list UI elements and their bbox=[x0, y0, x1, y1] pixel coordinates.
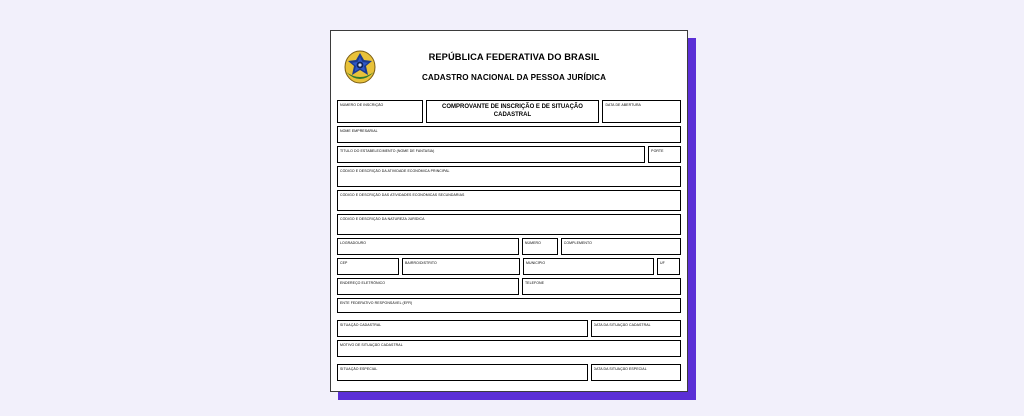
field-situacao-cadastral[interactable] bbox=[337, 320, 588, 337]
field-data-de-abertura[interactable] bbox=[602, 100, 681, 123]
label-situacao-cadastral: SITUAÇÃO CADASTRAL bbox=[340, 322, 382, 327]
field-data-situacao-cadastral[interactable] bbox=[591, 320, 681, 337]
field-porte[interactable] bbox=[648, 146, 681, 163]
cnpj-certificate-document bbox=[330, 30, 688, 392]
row-endereco-1 bbox=[337, 238, 681, 255]
row-nome-empresarial bbox=[337, 126, 681, 143]
field-bairro-distrito[interactable] bbox=[402, 258, 520, 275]
page-title: REPÚBLICA FEDERATIVA DO BRASIL bbox=[428, 52, 600, 62]
banner-row bbox=[337, 100, 681, 123]
row-ente-federativo bbox=[337, 298, 681, 313]
field-uf[interactable] bbox=[657, 258, 680, 275]
field-complemento[interactable] bbox=[561, 238, 681, 255]
label-titulo-estabelecimento: TÍTULO DO ESTABELECIMENTO (NOME DE FANTASIA) bbox=[340, 148, 435, 153]
label-atividades-economicas-secundarias: CÓDIGO E DESCRIÇÃO DAS ATIVIDADES ECONÔMICAS SECUNDÁRIAS bbox=[340, 192, 465, 197]
label-numero-de-inscricao: NÚMERO DE INSCRIÇÃO bbox=[340, 102, 384, 107]
field-numero[interactable] bbox=[522, 238, 558, 255]
field-endereco-eletronico[interactable] bbox=[337, 278, 519, 295]
field-ente-federativo-responsavel[interactable] bbox=[337, 298, 681, 313]
label-data-situacao-cadastral: DATA DA SITUAÇÃO CADASTRAL bbox=[593, 322, 651, 327]
brazil-coat-of-arms-icon bbox=[343, 48, 377, 86]
field-numero-de-inscricao[interactable] bbox=[337, 100, 423, 123]
label-bairro-distrito: BAIRRO/DISTRITO bbox=[405, 260, 437, 265]
field-data-situacao-especial[interactable] bbox=[591, 364, 681, 381]
field-nome-empresarial[interactable] bbox=[337, 126, 681, 143]
label-data-de-abertura: DATA DE ABERTURA bbox=[605, 102, 641, 107]
label-situacao-especial: SITUAÇÃO ESPECIAL bbox=[340, 366, 378, 371]
row-situacao-cadastral bbox=[337, 320, 681, 337]
row-atividade-principal bbox=[337, 166, 681, 187]
label-data-situacao-especial: DATA DA SITUAÇÃO ESPECIAL bbox=[593, 366, 647, 371]
label-logradouro: LOGRADOURO bbox=[340, 240, 367, 245]
row-endereco-2 bbox=[337, 258, 681, 275]
banner-line-2: CADASTRAL bbox=[493, 111, 532, 118]
row-natureza-juridica bbox=[337, 214, 681, 235]
label-telefone: TELEFONE bbox=[524, 280, 545, 285]
field-motivo-situacao-cadastral[interactable] bbox=[337, 340, 681, 357]
field-municipio[interactable] bbox=[523, 258, 654, 275]
page-subtitle: CADASTRO NACIONAL DA PESSOA JURÍDICA bbox=[421, 73, 607, 82]
row-situacao-especial bbox=[337, 364, 681, 381]
label-municipio: MUNICÍPIO bbox=[526, 260, 546, 265]
banner-line-1: COMPROVANTE DE INSCRIÇÃO E DE SITUAÇÃO bbox=[442, 104, 583, 110]
field-logradouro[interactable] bbox=[337, 238, 519, 255]
row-titulo-porte bbox=[337, 146, 681, 163]
label-complemento: COMPLEMENTO bbox=[563, 240, 592, 245]
field-titulo-estabelecimento[interactable] bbox=[337, 146, 645, 163]
label-uf: UF bbox=[660, 260, 665, 265]
label-porte: PORTE bbox=[651, 148, 664, 153]
row-motivo-situacao bbox=[337, 340, 681, 357]
banner-comprovante-title bbox=[426, 100, 600, 123]
label-endereco-eletronico: ENDEREÇO ELETRÔNICO bbox=[340, 280, 386, 285]
row-atividades-secundarias bbox=[337, 190, 681, 211]
row-contato bbox=[337, 278, 681, 295]
label-nome-empresarial: NOME EMPRESARIAL bbox=[340, 128, 378, 133]
document-header bbox=[337, 37, 681, 97]
field-telefone[interactable] bbox=[522, 278, 681, 295]
field-situacao-especial[interactable] bbox=[337, 364, 588, 381]
field-cep[interactable] bbox=[337, 258, 399, 275]
label-natureza-juridica: CÓDIGO E DESCRIÇÃO DA NATUREZA JURÍDICA bbox=[340, 216, 425, 221]
field-atividade-economica-principal[interactable] bbox=[337, 166, 681, 187]
label-atividade-economica-principal: CÓDIGO E DESCRIÇÃO DA ATIVIDADE ECONÔMICA PRINCIPAL bbox=[340, 168, 450, 173]
label-cep: CEP bbox=[340, 260, 348, 265]
field-natureza-juridica[interactable] bbox=[337, 214, 681, 235]
header-titles bbox=[381, 52, 681, 82]
label-motivo-situacao-cadastral: MOTIVO DE SITUAÇÃO CADASTRAL bbox=[340, 342, 403, 347]
field-atividades-economicas-secundarias[interactable] bbox=[337, 190, 681, 211]
label-numero: NÚMERO bbox=[524, 240, 541, 245]
label-ente-federativo-responsavel: ENTE FEDERATIVO RESPONSÁVEL (EFR) bbox=[340, 300, 413, 305]
